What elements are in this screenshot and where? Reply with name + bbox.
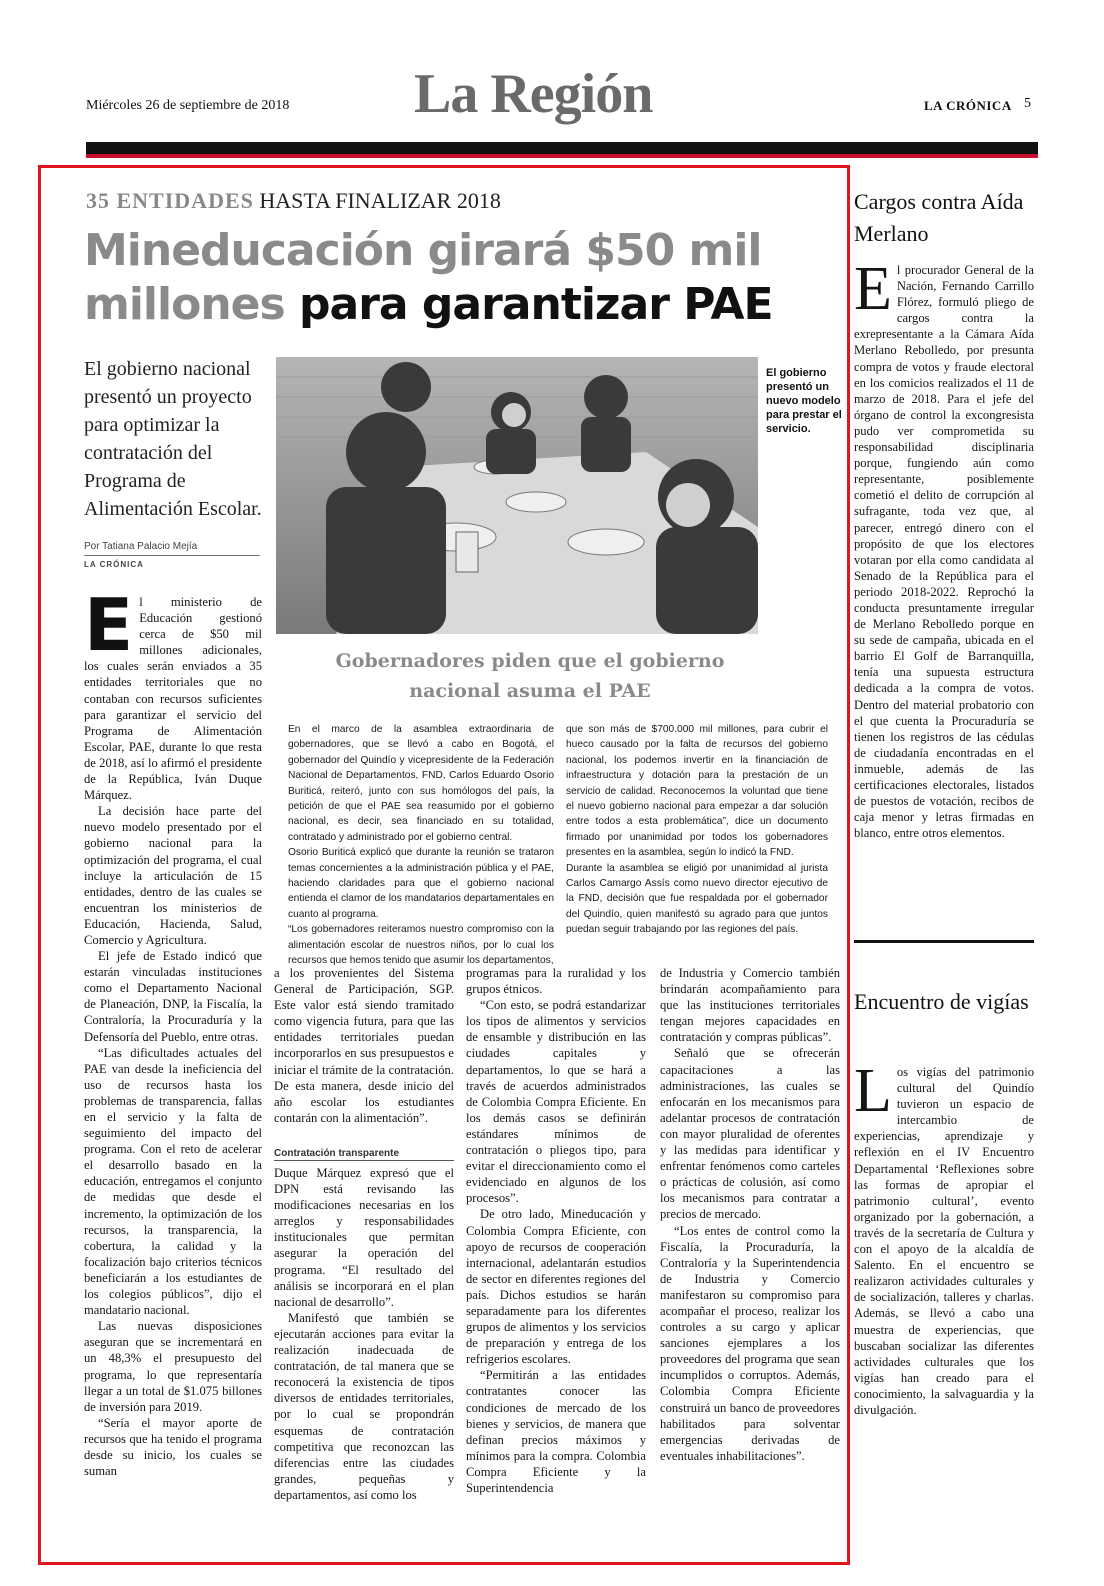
box-paragraph: En el marco de la asamblea extraordinaria de gobernadores, que se llevó a cabo en Bogotá, el gobernador del Quindío y vicepresidente de la Federación Nacional de Departamentos, FND, Carlos Eduardo Osorio Buriticá, reiteró, junto con sus homólogos del país, la petición de que el PAE sea reasumido por el gobierno nacional, es decir, sea financiado en su totalidad, contratado y administrado por el gobierno central.	[288, 724, 554, 843]
body-paragraph: a los provenientes del Sistema General de Participación, SGP. Este valor está siendo tramitado como vigencia futura, para que las entidades territoriales puedan incorporarlos en sus presupuestos e iniciar el trámite de la contratación. De esta manera, desde inicio del año escolar los estudiantes contarán con la alimentación”.	[274, 966, 454, 1125]
sidebar-item-2-title: Encuentro de vigías	[854, 989, 1029, 1014]
sidebar-item-1-body	[854, 255, 1034, 934]
box-headline: Gobernadores piden que el gobierno nacional asuma el PAE	[335, 650, 725, 702]
newspaper-name: LA CRÓNICA	[924, 98, 1012, 113]
body-paragraph: “Con esto, se podrá estandarizar los tipos de alimentos y servicios de ensamble y distribución en las ciudades capitales y departamentos, lo que se hará a través de acuerdos administrados de Colombia Compra Eficiente. En los demás casos se definirán estándares mínimos de contratación o pliegos tipo, para evitar el direccionamiento como el evidenciado en algunos de los procesos”.	[466, 998, 646, 1206]
header-rule	[86, 142, 1038, 154]
photo-caption: El gobierno presentó un nuevo modelo para prestar el servicio.	[766, 367, 842, 435]
body-paragraph: “Los entes de control como la Fiscalía, la Procuraduría, la Contraloría y la Superintendencia de Industria y Comercio manifestaron su compromiso para acompañar el proceso, realizar los controles a su cargo y aplicar sanciones ejemplares a los proveedores del programa que sean incumplidos o corruptos. Además, Colombia Compra Eficiente construirá un banco de proveedores habilitados para solventar emergencias derivadas de eventuales inhabilitaciones”.	[660, 1223, 840, 1463]
byline-org: LA CRÓNICA	[84, 560, 144, 569]
header-accent-rule	[86, 154, 1038, 158]
box-column-right	[566, 722, 828, 952]
drop-cap: E	[84, 583, 134, 667]
article-kicker	[86, 188, 501, 214]
body-paragraph: Duque Márquez expresó que el DPN está revisando las modificaciones necesarias en los arreglos y responsabilidades institucionales que permitan asegurar la operación del programa. “El resultado del análisis se incorporará en el plan nacional de desarrollo”.	[274, 1166, 454, 1309]
box-paragraph: que son más de $700.000 mil millones, para cubrir el hueco causado por la falta de recursos del gobierno nacional, los podemos invertir en la financiación de infraestructura y dotación para la prestación de un servicio de calidad. Reconocemos la voluntad que tiene el nuevo gobierno nacional para empezar a dar solución entre todos a esta problemática”, dice un documento firmado por unanimidad por todos los gobernadores presentes en la asamblea, según lo indicó la FND.	[566, 724, 828, 859]
body-paragraph: “Permitirán a las entidades contratantes conocer las condiciones de mercado de los bienes y servicios, de manera que definan precios máximos y mínimos para la compra. Colombia Compra Eficiente y la Superintendencia	[466, 1368, 646, 1495]
article-column-1	[84, 583, 262, 1556]
article-photo	[276, 357, 758, 634]
body-paragraph: De otro lado, Mineducación y Colombia Compra Eficiente, con apoyo de recursos de cooperación internacional, adelantarán estudios de sector en diferentes regiones del país. Dichos estudios se harán separadamente para los diferentes grupos de alimentos y los servicios de preparación y entrega de los refrigerios escolares.	[466, 1207, 646, 1367]
article-column-2-bottom	[274, 1165, 454, 1560]
body-paragraph: Manifestó que también se ejecutarán acciones para evitar la realización inadecuada de contratación, de tal manera que se reconocerá la existencia de tipos diversos de entidades territoriales, por lo cual se propondrán esquemas de contratación competitiva que reconozcan las diferencias entre las ciudades grandes, pequeñas y departamentos, así como los	[274, 1310, 454, 1502]
kicker-rest: HASTA FINALIZAR 2018	[259, 188, 501, 213]
byline: Por Tatiana Palacio Mejía	[84, 541, 198, 552]
body-paragraph: de Industria y Comercio también brindarán acompañamiento para que las instituciones territoriales tengan mejores capacidades en contratación y compras públicas”.	[660, 966, 840, 1045]
headline-part-3: para garantizar PAE	[299, 279, 773, 330]
section-title: La Región	[414, 63, 653, 125]
drop-cap: E	[854, 255, 892, 323]
body-paragraph: Las nuevas disposiciones aseguran que se incrementará en un 48,3% el presupuesto del programa, lo que representaría llegar a un total de $1.075 billones de inversión para 2019.	[84, 1319, 262, 1414]
headline-part-2: millones	[84, 279, 285, 330]
body-paragraph: l ministerio de Educación gestionó cerca de $50 mil millones adicionales, los cuales serán enviados a 35 entidades territoriales que no contaban con recursos suficientes para garantizar el servicio del Programa de Alimentación Escolar, PAE, durante lo que resta de 2018, así lo afirmó el presidente de la República, Iván Duque Márquez.	[84, 595, 262, 803]
body-paragraph: La decisión hace parte del nuevo modelo presentado por el gobierno nacional para la optimización del programa, el cual incluye la articulación de 15 entidades, dentro de las cuales se encuentran los ministerios de Educación, Hacienda, Salud, Comercio y Agricultura.	[84, 804, 262, 947]
sidebar-item-2-body	[854, 1057, 1034, 1444]
sidebar-item-1-title: Cargos contra Aída Merlano	[854, 189, 1024, 246]
article-deck: El gobierno nacional presentó un proyecto para optimizar la contratación del Programa de Alimentación Escolar.	[84, 358, 262, 520]
body-paragraph: os vigías del patrimonio cultural del Quindío tuvieron un espacio de intercambio de experiencias, aprendizaje y reflexión en el IV Encuentro Departamental ‘Reflexiones sobre las formas de apropiar el patrimonio cultural’, evento organizado por la gobernación, a través de la secretaría de Cultura y con el apoyo de la alcaldía de Salento. En el encuentro se realizaron actividades culturales y de socialización, talleres y charlas. Además, se llevó a cabo una muestra de experiencias, que buscaban socializar las diferentes actividades culturales que los vigías han creado para el conocimiento, la salvaguardia y la divulgación.	[854, 1065, 1034, 1417]
box-paragraph: Durante la asamblea se eligió por unanimidad al jurista Carlos Camargo Assís como nuevo director ejecutivo de la FND, decisión que fue respaldada por el gobernador del Quindío, quien manifestó su agrado para que juntos puedan seguir trabajando por las regiones del país.	[566, 862, 828, 936]
byline-divider	[84, 555, 260, 556]
page-number: 5	[1024, 96, 1031, 111]
body-paragraph: programas para la ruralidad y los grupos étnicos.	[466, 966, 646, 997]
article-headline	[84, 224, 844, 332]
kicker-bold: 35 ENTIDADES	[86, 188, 254, 213]
article-column-3	[466, 965, 646, 1555]
drop-cap: L	[854, 1057, 892, 1125]
sidebar-divider	[854, 940, 1034, 943]
body-paragraph: “Sería el mayor aporte de recursos que ha tenido el programa desde su inicio, los cuales se suman	[84, 1415, 262, 1479]
subsection-heading: Contratación transparente	[274, 1148, 454, 1161]
box-column-left	[288, 722, 554, 967]
box-paragraph: “Los gobernadores reiteramos nuestro compromiso con la alimentación escolar de nuestros niños, por lo cual los recursos que hemos tenido que asumir los departamentos,	[288, 924, 554, 967]
body-paragraph: l procurador General de la Nación, Fernando Carrillo Flórez, formuló pliego de cargos contra la exrepresentante a la Cámara Aída Merlano Rebolledo, por presunta compra de votos y fraude electoral en los comicios realizados el 11 de marzo de 2018. Para el jefe del órgano de control la excongresista pudo ver comprometida su responsabilidad disciplinaria porque, fungiendo aún como representante, posiblemente cometió el delito de corrupción al sufragante, toda vez que, al parecer, entregó dinero con el propósito de que los electores votaran por ella como candidata al Senado de la República para el periodo 2018-2022. Reprochó la conducta presuntamente irregular de Merlano Rebolledo porque en su sede de campaña, ubicada en el barrio El Golf de Barranquilla, tenía una supuesta estructura dedicada a la compra de votos. Dentro del material probatorio con el que cuenta la Procuraduría se tienen los registros de las cédulas de ciudadanía encontradas en el inmueble, además de las certificaciones electorales, listados de puestos de votación, recibos de caja menor y letras firmadas en blanco, entre otros elementos.	[854, 263, 1034, 841]
body-paragraph: Señaló que se ofrecerán capacitaciones a las administraciones, las cuales se enfocarán en los mecanismos para adelantar procesos de contratación con mayor pluralidad de oferentes y las medidas para identificar y enfrentar fenómenos como carteles o prácticas de colusión, así como los mecanismos para contratar a precios de mercado.	[660, 1046, 840, 1222]
headline-part-1: Mineducación girará $50 mil	[84, 225, 762, 276]
body-paragraph: El jefe de Estado indicó que estarán vinculadas instituciones como el Departamento Nacional de Planeación, DNP, la Fiscalía, la Contraloría, la Procuraduría y la Defensoría del Pueblo, entre otras.	[84, 949, 262, 1044]
article-column-2-top	[274, 965, 454, 1135]
body-paragraph: “Las dificultades actuales del PAE van desde la ineficiencia del uso de recursos hasta los problemas de transparencia, fallas en el servicio y la falta de seguimiento del impacto del programa. Con el reto de acelerar el desarrollo basado en la educación, entregamos el conjunto de medidas que desde el incremento, la optimización de los recursos, la transparencia, la cobertura, la calidad y la focalización bajo criterios técnicos beneficiarán a los estudiantes de los colegios públicos”, dijo el mandatario nacional.	[84, 1045, 262, 1318]
box-paragraph: Osorio Buriticá explicó que durante la reunión se trataron temas concernientes a la administración pública y el PAE, haciendo claridades para que el gobierno nacional entienda el clamor de los mandatarios departamentales en cuanto al programa.	[288, 847, 554, 920]
children-eating-photo	[276, 357, 758, 634]
article-column-4	[660, 965, 840, 1555]
edition-date: Miércoles 26 de septiembre de 2018	[86, 98, 290, 113]
